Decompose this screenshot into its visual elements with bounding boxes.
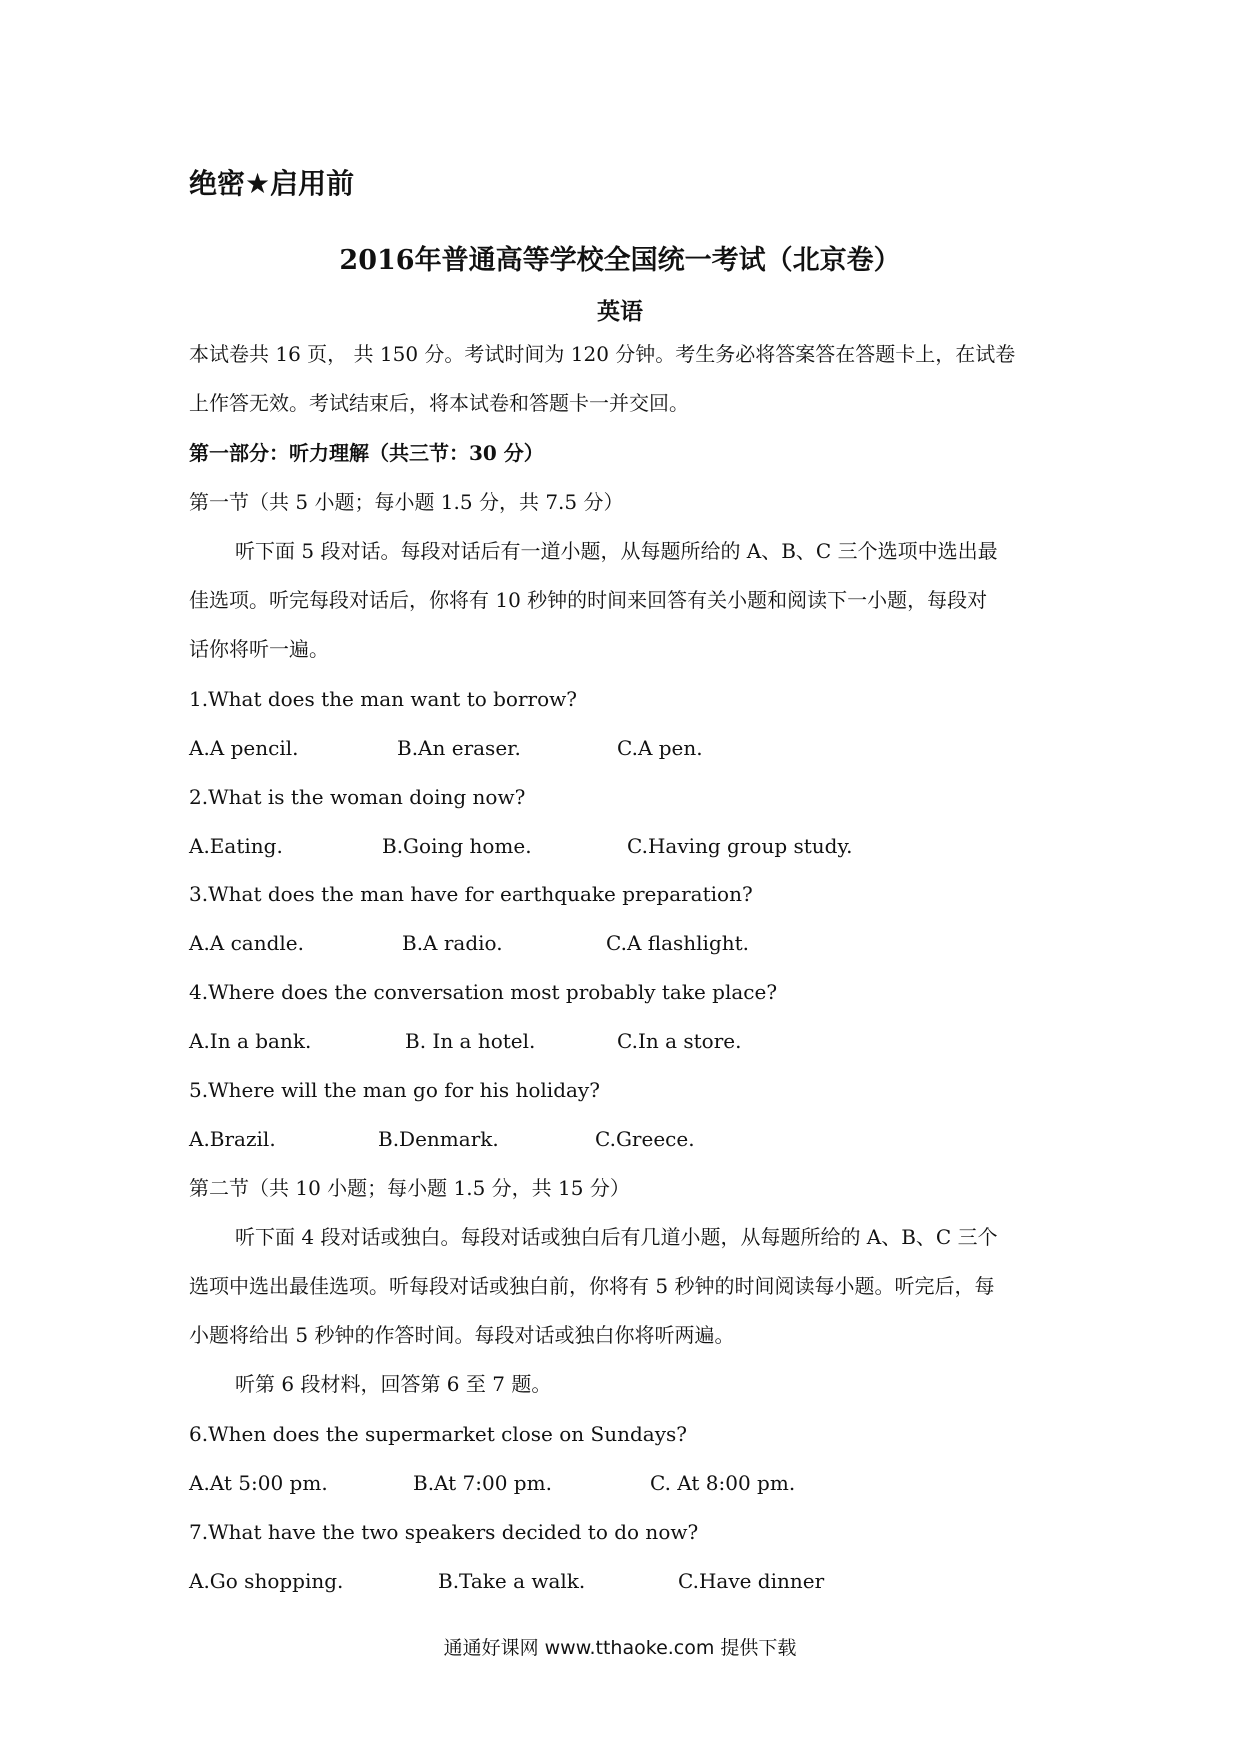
section2-instruction: 听下面 4 段对话或独白。每段对话或独白后有几道小题，从每题所给的 A、B、C 三个 xyxy=(235,1225,998,1249)
option-b: B.An eraser. xyxy=(397,736,521,760)
footer-credit: 通通好课网 www.tthaoke.com 提供下载 xyxy=(443,1637,797,1659)
option-a: A.A candle. xyxy=(189,931,304,955)
option-a: A.Go shopping. xyxy=(189,1569,344,1593)
secret-label: 绝密★启用前 xyxy=(189,167,355,200)
section2-instruction: 选项中选出最佳选项。听每段对话或独白前，你将有 5 秒钟的时间阅读每小题。听完后，每 xyxy=(189,1274,995,1298)
part1-heading: 第一部分：听力理解（共三节：30 分） xyxy=(189,441,544,465)
option-a: A.In a bank. xyxy=(189,1029,312,1053)
option-c: C.Greece. xyxy=(595,1127,695,1151)
option-b: B. In a hotel. xyxy=(405,1029,536,1053)
option-a: A.A pencil. xyxy=(189,736,299,760)
section1-instruction: 听下面 5 段对话。每段对话后有一道小题，从每题所给的 A、B、C 三个选项中选出最 xyxy=(235,539,998,563)
question-text: 2.What is the woman doing now? xyxy=(189,785,526,809)
subject-title: 英语 xyxy=(597,298,643,325)
option-a: A.Brazil. xyxy=(189,1127,276,1151)
option-a: A.Eating. xyxy=(189,834,283,858)
option-c: C.A flashlight. xyxy=(606,931,750,955)
question-text: 7.What have the two speakers decided to do now? xyxy=(189,1520,699,1544)
intro-line: 上作答无效。考试结束后，将本试卷和答题卡一并交回。 xyxy=(189,391,689,415)
question-text: 6.When does the supermarket close on Sundays? xyxy=(189,1422,687,1446)
question-text: 3.What does the man have for earthquake preparation? xyxy=(189,882,753,906)
question-text: 1.What does the man want to borrow? xyxy=(189,687,577,711)
section1-heading: 第一节（共 5 小题；每小题 1.5 分，共 7.5 分） xyxy=(189,490,624,514)
question-text: 4.Where does the conversation most probably take place? xyxy=(189,980,778,1004)
exam-title: 2016年普通高等学校全国统一考试（北京卷） xyxy=(339,245,901,276)
section1-instruction: 话你将听一遍。 xyxy=(189,637,329,661)
option-b: B.Going home. xyxy=(382,834,532,858)
option-c: C.In a store. xyxy=(617,1029,742,1053)
option-c: C.Have dinner xyxy=(678,1569,825,1593)
question-text: 5.Where will the man go for his holiday? xyxy=(189,1078,600,1102)
option-b: B.At 7:00 pm. xyxy=(413,1471,552,1495)
section2-instruction: 小题将给出 5 秒钟的作答时间。每段对话或独白你将听两遍。 xyxy=(189,1323,735,1347)
option-c: C.Having group study. xyxy=(627,834,853,858)
section2-heading: 第二节（共 10 小题；每小题 1.5 分，共 15 分） xyxy=(189,1176,630,1200)
option-b: B.Take a walk. xyxy=(438,1569,586,1593)
section1-instruction: 佳选项。听完每段对话后，你将有 10 秒钟的时间来回答有关小题和阅读下一小题，每段对 xyxy=(189,588,988,612)
intro-line: 本试卷共 16 页， 共 150 分。考试时间为 120 分钟。考生务必将答案答在答题卡上，在试卷 xyxy=(189,342,1016,366)
option-c: C. At 8:00 pm. xyxy=(650,1471,796,1495)
option-a: A.At 5:00 pm. xyxy=(189,1471,328,1495)
option-b: B.Denmark. xyxy=(378,1127,499,1151)
option-b: B.A radio. xyxy=(402,931,503,955)
material-note: 听第 6 段材料，回答第 6 至 7 题。 xyxy=(235,1372,552,1396)
option-c: C.A pen. xyxy=(617,736,703,760)
